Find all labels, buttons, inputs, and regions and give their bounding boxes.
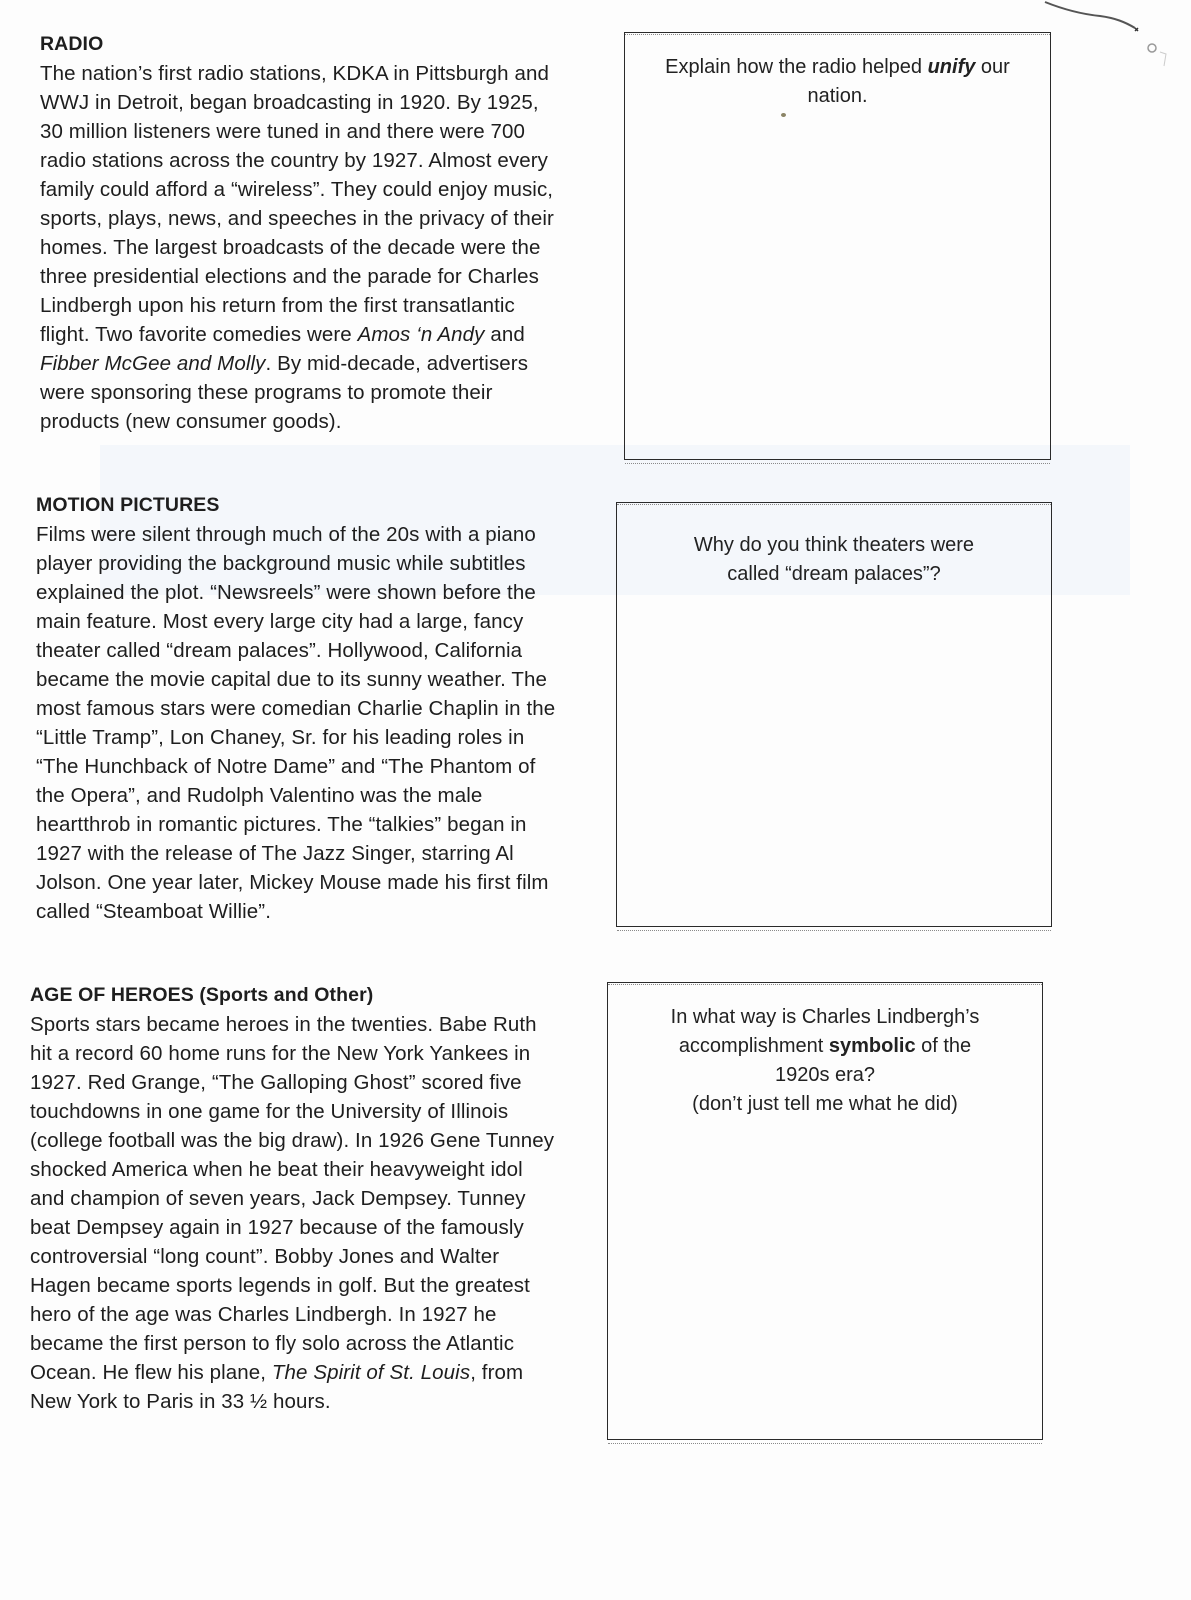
text-run: accomplishment (678, 1035, 829, 1057)
answer-field-age-of-heroes[interactable] (616, 1133, 1034, 1431)
section-heading: MOTION PICTURES (36, 494, 220, 516)
answer-field-motion-pictures[interactable] (625, 603, 1043, 918)
prompt-line (608, 1032, 1042, 1061)
paragraph-line: were sponsoring these programs to promote their (40, 381, 493, 404)
section-heading: AGE OF HEROES (Sports and Other) (30, 984, 374, 1006)
prompt-line: (don’t just tell me what he did) (692, 1093, 958, 1115)
paragraph-line: family could afford a “wireless”. They could enjoy music, (40, 178, 554, 201)
paragraph-line: hero of the age was Charles Lindbergh. In 1927 he (30, 1303, 497, 1326)
paragraph-line (30, 1358, 554, 1387)
paragraph-line: “The Hunchback of Notre Dame” and “The Phantom of (36, 755, 536, 778)
section-heading: RADIO (40, 33, 104, 55)
text-run: our (975, 56, 1010, 78)
prompt-line: In what way is Charles Lindbergh’s (670, 1006, 980, 1028)
paragraph-line: sports, plays, news, and speeches in the privacy of their (40, 207, 554, 230)
question-box-age-of-heroes (607, 982, 1043, 1440)
paragraph-line: Lindbergh upon his return from the first transatlantic (40, 294, 515, 317)
paragraph-line: homes. The largest broadcasts of the decade were the (40, 236, 541, 259)
section-motion-pictures (36, 491, 555, 926)
paragraph-line: three presidential elections and the parade for Charles (40, 265, 539, 288)
paragraph-line: and champion of seven years, Jack Dempsey. Tunney (30, 1187, 526, 1210)
show-title: Fibber McGee and Molly (40, 352, 266, 375)
paragraph-line: became the movie capital due to its sunny weather. The (36, 668, 547, 691)
staple-mark-icon (1040, 0, 1170, 70)
paragraph-line: heartthrob in romantic pictures. The “talkies” began in (36, 813, 527, 836)
paragraph-line: player providing the background music while subtitles (36, 552, 526, 575)
paragraph-line: explained the plot. “Newsreels” were shown before the (36, 581, 536, 604)
emphasis-word: symbolic (828, 1035, 916, 1057)
section-radio (40, 30, 554, 436)
paragraph-line: most famous stars were comedian Charlie Chaplin in the (36, 697, 556, 720)
paragraph-line: Jolson. One year later, Mickey Mouse made his first film (36, 871, 549, 894)
paragraph-line: Films were silent through much of the 20s with a piano (36, 523, 536, 546)
paragraph-line (40, 320, 554, 349)
paragraph-line: theater called “dream palaces”. Hollywood, California (36, 639, 523, 662)
prompt-line (625, 53, 1050, 82)
paragraph-line: WWJ in Detroit, began broadcasting in 1920. By 1925, (40, 91, 539, 114)
show-title: Amos ‘n Andy (357, 323, 485, 346)
emphasis-word: unify (927, 56, 976, 78)
paragraph-line: Hagen became sports legends in golf. But the greatest (30, 1274, 530, 1297)
paragraph-line: The nation’s first radio stations, KDKA in Pittsburgh and (40, 62, 549, 85)
paragraph-line: called “Steamboat Willie”. (36, 900, 272, 923)
text-run: . By mid-decade, advertisers (265, 352, 529, 375)
paragraph-line: New York to Paris in 33 ½ hours. (30, 1390, 331, 1413)
section-age-of-heroes (30, 981, 554, 1416)
paragraph-line: hit a record 60 home runs for the New York Yankees in (30, 1042, 531, 1065)
paragraph-line: main feature. Most every large city had a large, fancy (36, 610, 524, 633)
paragraph-line: became the first person to fly solo across the Atlantic (30, 1332, 515, 1355)
text-run: Explain how the radio helped (665, 56, 928, 78)
question-prompt (625, 53, 1050, 111)
plane-name: The Spirit of St. Louis (271, 1361, 471, 1384)
paragraph-line: (college football was the big draw). In 1926 Gene Tunney (30, 1129, 555, 1152)
question-prompt (617, 531, 1051, 589)
paragraph-line: “Little Tramp”, Lon Chaney, Sr. for his leading roles in (36, 726, 525, 749)
prompt-line: called “dream palaces”? (727, 563, 941, 585)
prompt-line: 1920s era? (774, 1064, 876, 1086)
text-run: and (484, 323, 525, 346)
paragraph-line: 1927. Red Grange, “The Galloping Ghost” scored five (30, 1071, 522, 1094)
paragraph-line: touchdowns in one game for the University of Illinois (30, 1100, 509, 1123)
question-box-radio (624, 32, 1051, 460)
paragraph-line: the Opera”, and Rudolph Valentino was the male (36, 784, 483, 807)
question-box-motion-pictures (616, 502, 1052, 927)
paragraph-line: beat Dempsey again in 1927 because of the famously (30, 1216, 524, 1239)
paragraph-line: Sports stars became heroes in the twenties. Babe Ruth (30, 1013, 537, 1036)
paragraph-line: radio stations across the country by 1927. Almost every (40, 149, 548, 172)
paragraph-line: controversial “long count”. Bobby Jones and Walter (30, 1245, 500, 1268)
paragraph-line: shocked America when he beat their heavyweight idol (30, 1158, 523, 1181)
paragraph-line: products (new consumer goods). (40, 410, 342, 433)
text-run: Ocean. He flew his plane, (30, 1361, 272, 1384)
answer-field-radio[interactable] (633, 123, 1042, 451)
paragraph-line (40, 349, 554, 378)
scan-speck (781, 113, 786, 117)
question-prompt (608, 1003, 1042, 1119)
text-run: , from (470, 1361, 524, 1384)
prompt-line: nation. (807, 85, 868, 107)
text-run: of the (915, 1035, 972, 1057)
prompt-line: Why do you think theaters were (693, 534, 975, 556)
text-run: flight. Two favorite comedies were (40, 323, 358, 346)
paragraph-line: 1927 with the release of The Jazz Singer, starring Al (36, 842, 514, 865)
paragraph-line: 30 million listeners were tuned in and there were 700 (40, 120, 526, 143)
